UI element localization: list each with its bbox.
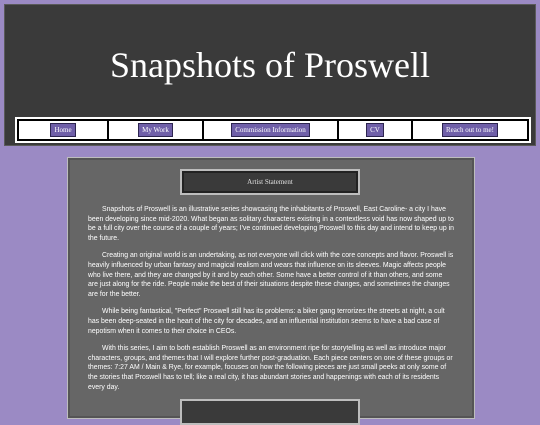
nav-commission-button[interactable]: Commission Information xyxy=(231,123,310,137)
site-header xyxy=(4,4,536,146)
nav-cell-contact xyxy=(413,121,527,139)
statement-paragraph-3: While being fantastical, "Perfect" Proswell still has its problems: a biker gang terrorizes the streets at night, a cult has been deep-seated in the heart of the city for decades, and an influential institution seems to have a bad case of nepotism when it comes to their choice in CEOs. xyxy=(88,308,445,335)
nav-my-work-button[interactable]: My Work xyxy=(138,123,173,137)
artist-statement-panel xyxy=(67,157,475,419)
nav-home-button[interactable]: Home xyxy=(50,123,75,137)
artist-statement-heading: Artist Statement xyxy=(247,178,293,186)
statement-paragraph-2: Creating an original world is an undertaking, as not everyone will click with the core concepts and flavor. Proswell is heavily influenced by urban fantasy and magical realism and wears that influence on its sleeves. Magic affects people who live there, and they are changed by it and by each other. Some have a better control of it than others, and some are just along for the ride. People make the best of their situations despite these changes, and sometimes the changes are for the better. xyxy=(88,252,454,298)
nav-cv-button[interactable]: CV xyxy=(366,123,384,137)
page-title: Snapshots of Proswell xyxy=(109,45,430,85)
statement-paragraph-4: With this series, I aim to both establish Proswell as an environment ripe for storytelling as well as introduce major characters, groups, and themes that I will explore further post-graduation. Each piece centers on one of these groups or themes: 7:27 AM / Main & Rye, for example, focuses on how the following pieces are just small peeks at only some of the stories that Proswell has to tell; like a real city, it has abundant stories and happenings with each of its residents every day. xyxy=(88,345,453,391)
nav-cell-home xyxy=(19,121,107,139)
nav-row xyxy=(19,121,527,139)
statement-paragraph-1: Snapshots of Proswell is an illustrative series showcasing the inhabitants of Proswell, East Caroline- a city I have been developing since mid-2020. What began as solitary characters existing in a contextless void has now shaped up to be a full city over the course of a couple of years; I've continued developing Proswell to this day and intend to keep up in the future. xyxy=(88,206,454,242)
nav-bar xyxy=(15,117,531,143)
artist-statement-body xyxy=(88,205,454,400)
nav-cell-my-work xyxy=(109,121,202,139)
nav-cell-cv xyxy=(339,121,411,139)
nav-cell-commission xyxy=(204,121,337,139)
next-section-box xyxy=(180,399,360,425)
nav-contact-button[interactable]: Reach out to me! xyxy=(442,123,498,137)
artist-statement-heading-box xyxy=(180,169,360,195)
